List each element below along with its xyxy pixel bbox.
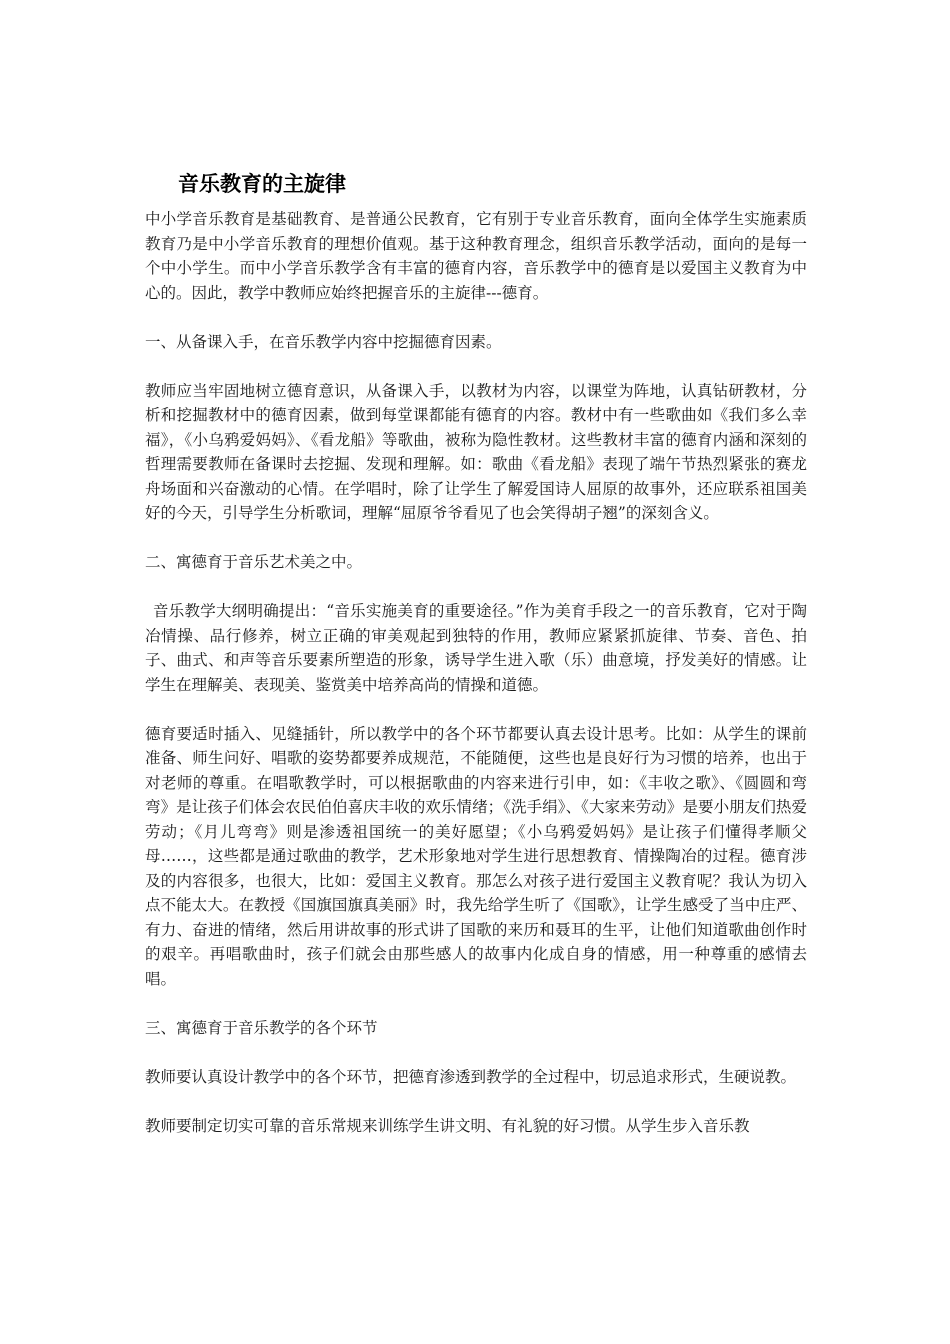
document-title: 音乐教育的主旋律 [178, 172, 346, 196]
section-3-paragraph-2: 教师要制定切实可靠的音乐常规来训练学生讲文明、有礼貌的好习惯。从学生步入音乐教 [145, 1116, 750, 1135]
section-3-paragraph-1: 教师要认真设计教学中的各个环节，把德育渗透到教学的全过程中，切忌追求形式，生硬说教。 [145, 1067, 797, 1086]
section-heading-1: 一、从备课入手，在音乐教学内容中挖掘德育因素。 [145, 332, 502, 351]
section-2-paragraph-1: 音乐教学大纲明确提出：“音乐实施美育的重要途径。”作为美育手段之一的音乐教育，它对于陶冶情操、品行修养，树立正确的审美观起到独特的作用，教师应紧紧抓旋律、节奏、音色、拍子、曲式、和声等音乐要素所塑造的形象，诱导学生进入歌（乐）曲意境，抒发美好的情感。让学生在理解美、表现美、鉴赏美中培养高尚的情操和道德。 [145, 602, 807, 694]
section-2-paragraph-2: 德育要适时插入、见缝插针，所以教学中的各个环节都要认真去设计思考。比如：从学生的课前准备、师生问好、唱歌的姿势都要养成规范，不能随便，这些也是良好行为习惯的培养，也出于对老师的尊重。在唱歌教学时，可以根据歌曲的内容来进行引申，如：《丰收之歌》、《圆圆和弯弯》是让孩子们体会农民伯伯喜庆丰收的欢乐情绪；《洗手绢》、《大家来劳动》是要小朋友们热爱劳动；《月儿弯弯》则是渗透祖国统一的美好愿望；《小乌鸦爱妈妈》是让孩子们懂得孝顺父母……，这些都是通过歌曲的教学，艺术形象地对学生进行思想教育、情操陶冶的过程。德育涉及的内容很多，也很大，比如：爱国主义教育。那怎么对孩子进行爱国主义教育呢？我认为切入点不能太大。在教授《国旗国旗真美丽》时，我先给学生听了《国歌》，让学生感受了当中庄严、有力、奋进的情绪，然后用讲故事的形式讲了国歌的来历和聂耳的生平，让他们知道歌曲创作时的艰辛。再唱歌曲时，孩子们就会由那些感人的故事内化成自身的情感，用一种尊重的感情去唱。 [145, 724, 807, 988]
section-heading-2: 二、寓德育于音乐艺术美之中。 [145, 553, 363, 571]
intro-paragraph: 中小学音乐教育是基础教育、是普通公民教育，它有别于专业音乐教育，面向全体学生实施素质教育乃是中小学音乐教育的理想价值观。基于这种教育理念，组织音乐教学活动，面向的是每一个中小学生。而中小学音乐教学含有丰富的德育内容，音乐教学中的德育是以爱国主义教育为中心的。因此，教学中教师应始终把握音乐的主旋律---德育。 [145, 210, 807, 302]
section-heading-3: 三、寓德育于音乐教学的各个环节 [145, 1018, 378, 1037]
section-1-paragraph: 教师应当牢固地树立德育意识，从备课入手，以教材为内容，以课堂为阵地，认真钻研教材，分析和挖掘教材中的德育因素，做到每堂课都能有德育的内容。教材中有一些歌曲如《我们多么幸福》，《小乌鸦爱妈妈》、《看龙船》等歌曲，被称为隐性教材。这些教材丰富的德育内涵和深刻的哲理需要教师在备课时去挖掘、发现和理解。如：歌曲《看龙船》表现了端午节热烈紧张的赛龙舟场面和兴奋激动的心情。在学唱时，除了让学生了解爱国诗人屈原的故事外，还应联系祖国美好的今天，引导学生分析歌词，理解“屈原爷爷看见了也会笑得胡子翘”的深刻含义。 [145, 381, 807, 522]
document-body [145, 207, 807, 1163]
